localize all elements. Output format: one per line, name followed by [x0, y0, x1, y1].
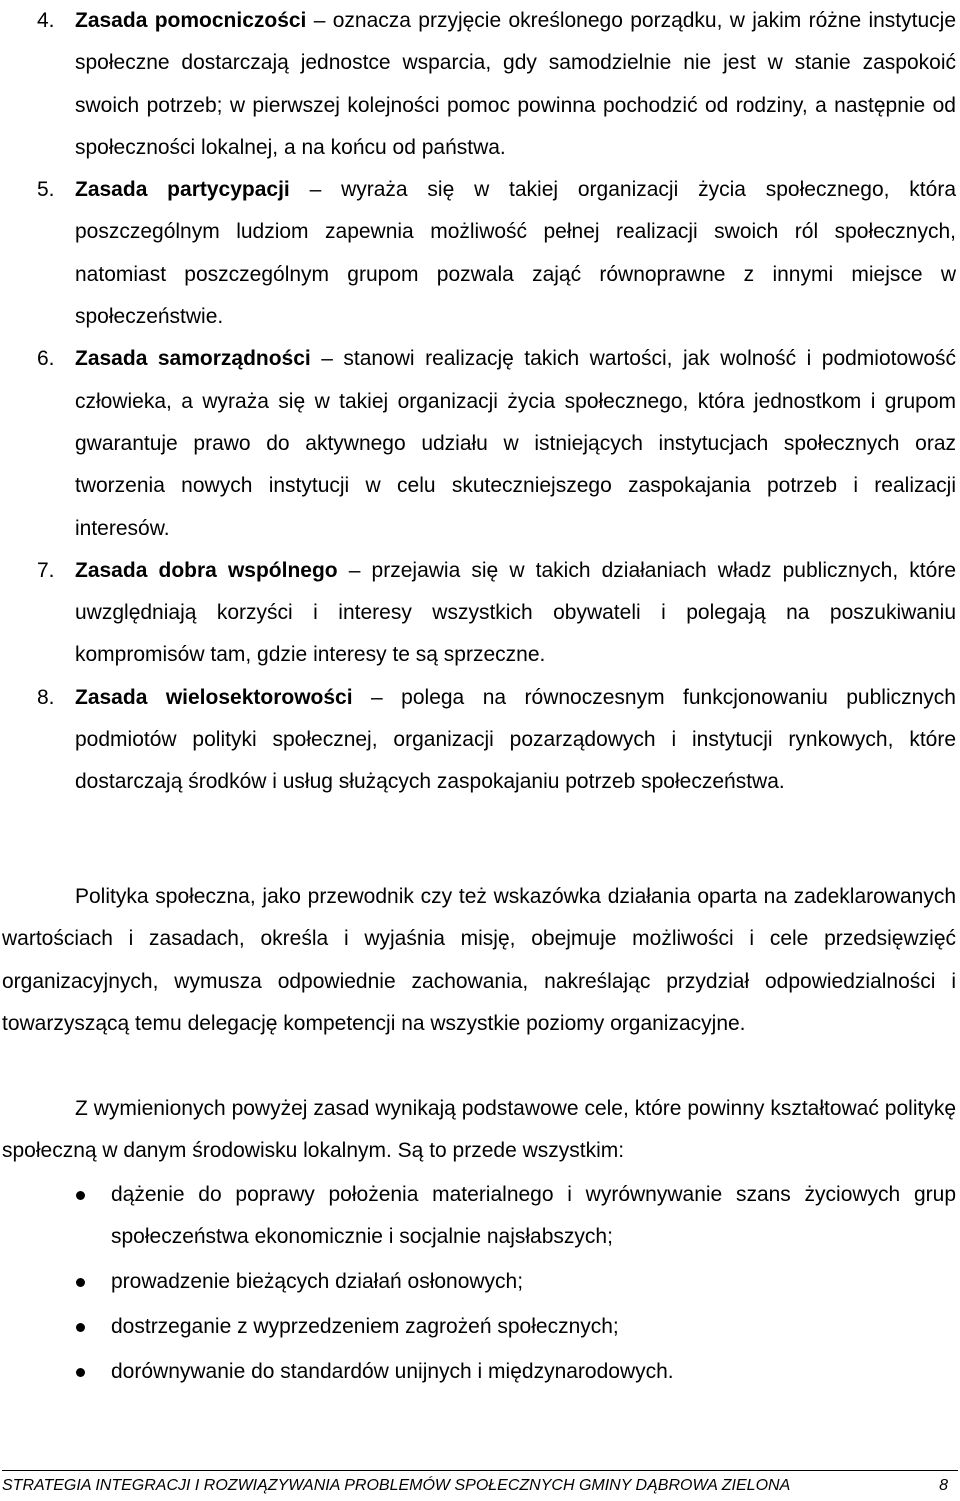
principle-term: Zasada partycypacji: [75, 178, 290, 202]
bullet-icon: [76, 1191, 85, 1200]
principle-item-6: [0, 338, 960, 549]
principle-term: Zasada dobra wspólnego: [75, 558, 338, 582]
principle-text: – stanowi realizację takich wartości, jak wolność i podmiotowość człowieka, a wyraża się w takiej organizacji życia społecznego, która jednostkom i grupom gwarantuje prawo do aktywnego udziału w istniejących instytucjach społecznych oraz tworzenia nowych instytucji w celu skuteczniejszego zaspokajania potrzeb i realizacji interesów.: [75, 347, 957, 540]
paragraph-social-policy: Polityka społeczna, jako przewodnik czy też wskazówka działania oparta na zadeklarowanych wartościach i zasadach, określa i wyjaśnia misję, obejmuje możliwości i cele przedsięwzięć organizacyjnych, wymusza odpowiednie zachowania, nakreślając przydział odpowiedzialności i towarzyszącą temu delegację kompetencji na wszystkie poziomy organizacyjne.: [2, 885, 956, 1035]
goal-text: dorównywanie do standardów unijnych i międzynarodowych.: [111, 1359, 674, 1383]
goal-text: dążenie do poprawy położenia materialnego i wyrównywanie szans życiowych grup społeczeństwa ekonomicznie i socjalnie najsłabszych;: [111, 1183, 956, 1249]
principle-text: – polega na równoczesnym funkcjonowaniu publicznych podmiotów polityki społecznej, organizacji pozarządowych i instytucji rynkowych, które dostarczają środków i usług służących zaspokajaniu potrzeb społeczeństwa.: [75, 685, 956, 794]
principle-number: 7.: [37, 558, 55, 582]
principle-item-5: [0, 169, 960, 338]
principle-term: Zasada pomocniczości: [75, 9, 307, 32]
principle-item-8: [0, 677, 960, 804]
goal-text: dostrzeganie z wyprzedzeniem zagrożeń społecznych;: [111, 1314, 619, 1338]
paragraph-goals-intro: Z wymienionych powyżej zasad wynikają podstawowe cele, które powinny kształtować politykę społeczną w danym środowisku lokalnym. Są to przede wszystkim:: [2, 1097, 956, 1163]
goal-item: [0, 1174, 960, 1259]
goal-item: [0, 1351, 960, 1393]
goal-item: [0, 1306, 960, 1348]
principle-term: Zasada wielosektorowości: [75, 685, 353, 709]
goals-list: [0, 1174, 960, 1395]
principle-text: – oznacza przyjęcie określonego porządku, w jakim różne instytucje społeczne dostarczają jednostce wsparcia, gdy samodzielnie nie jest w stanie zaspokoić swoich potrzeb; w pierwszej kolejności pomoc powinna pochodzić od rodziny, a następnie od społeczności lokalnej, a na końcu od państwa.: [75, 9, 956, 159]
principle-number: 8.: [37, 685, 55, 709]
bullet-icon: [76, 1323, 85, 1332]
principle-term: Zasada samorządności: [75, 347, 311, 371]
principle-number: 6.: [37, 347, 55, 371]
bullet-icon: [76, 1368, 85, 1377]
footer-page-number: 8: [939, 1477, 948, 1494]
principle-item-4: [0, 0, 960, 169]
principle-item-7: [0, 550, 960, 677]
footer-divider: [2, 1470, 958, 1471]
principle-number: 5.: [37, 178, 55, 202]
principle-text: – przejawia się w takich działaniach władz publicznych, które uwzględniają korzyści i interesy wszystkich obywateli i polegają na poszukiwaniu kompromisów tam, gdzie interesy te są sprzeczne.: [75, 558, 956, 667]
principle-text: – wyraża się w takiej organizacji życia społecznego, która poszczególnym ludziom zapewnia możliwość pełnej realizacji swoich ról społecznych, natomiast poszczególnym grupom pozwala zająć równoprawne z innymi miejsce w społeczeństwie.: [75, 178, 956, 329]
goal-text: prowadzenie bieżących działań osłonowych;: [111, 1270, 524, 1294]
goal-item: [0, 1261, 960, 1303]
principle-number: 4.: [37, 9, 55, 32]
bullet-icon: [76, 1278, 85, 1287]
footer-document-title: STRATEGIA INTEGRACJI I ROZWIĄZYWANIA PROBLEMÓW SPOŁECZNYCH GMINY DĄBROWA ZIELONA: [2, 1477, 791, 1494]
